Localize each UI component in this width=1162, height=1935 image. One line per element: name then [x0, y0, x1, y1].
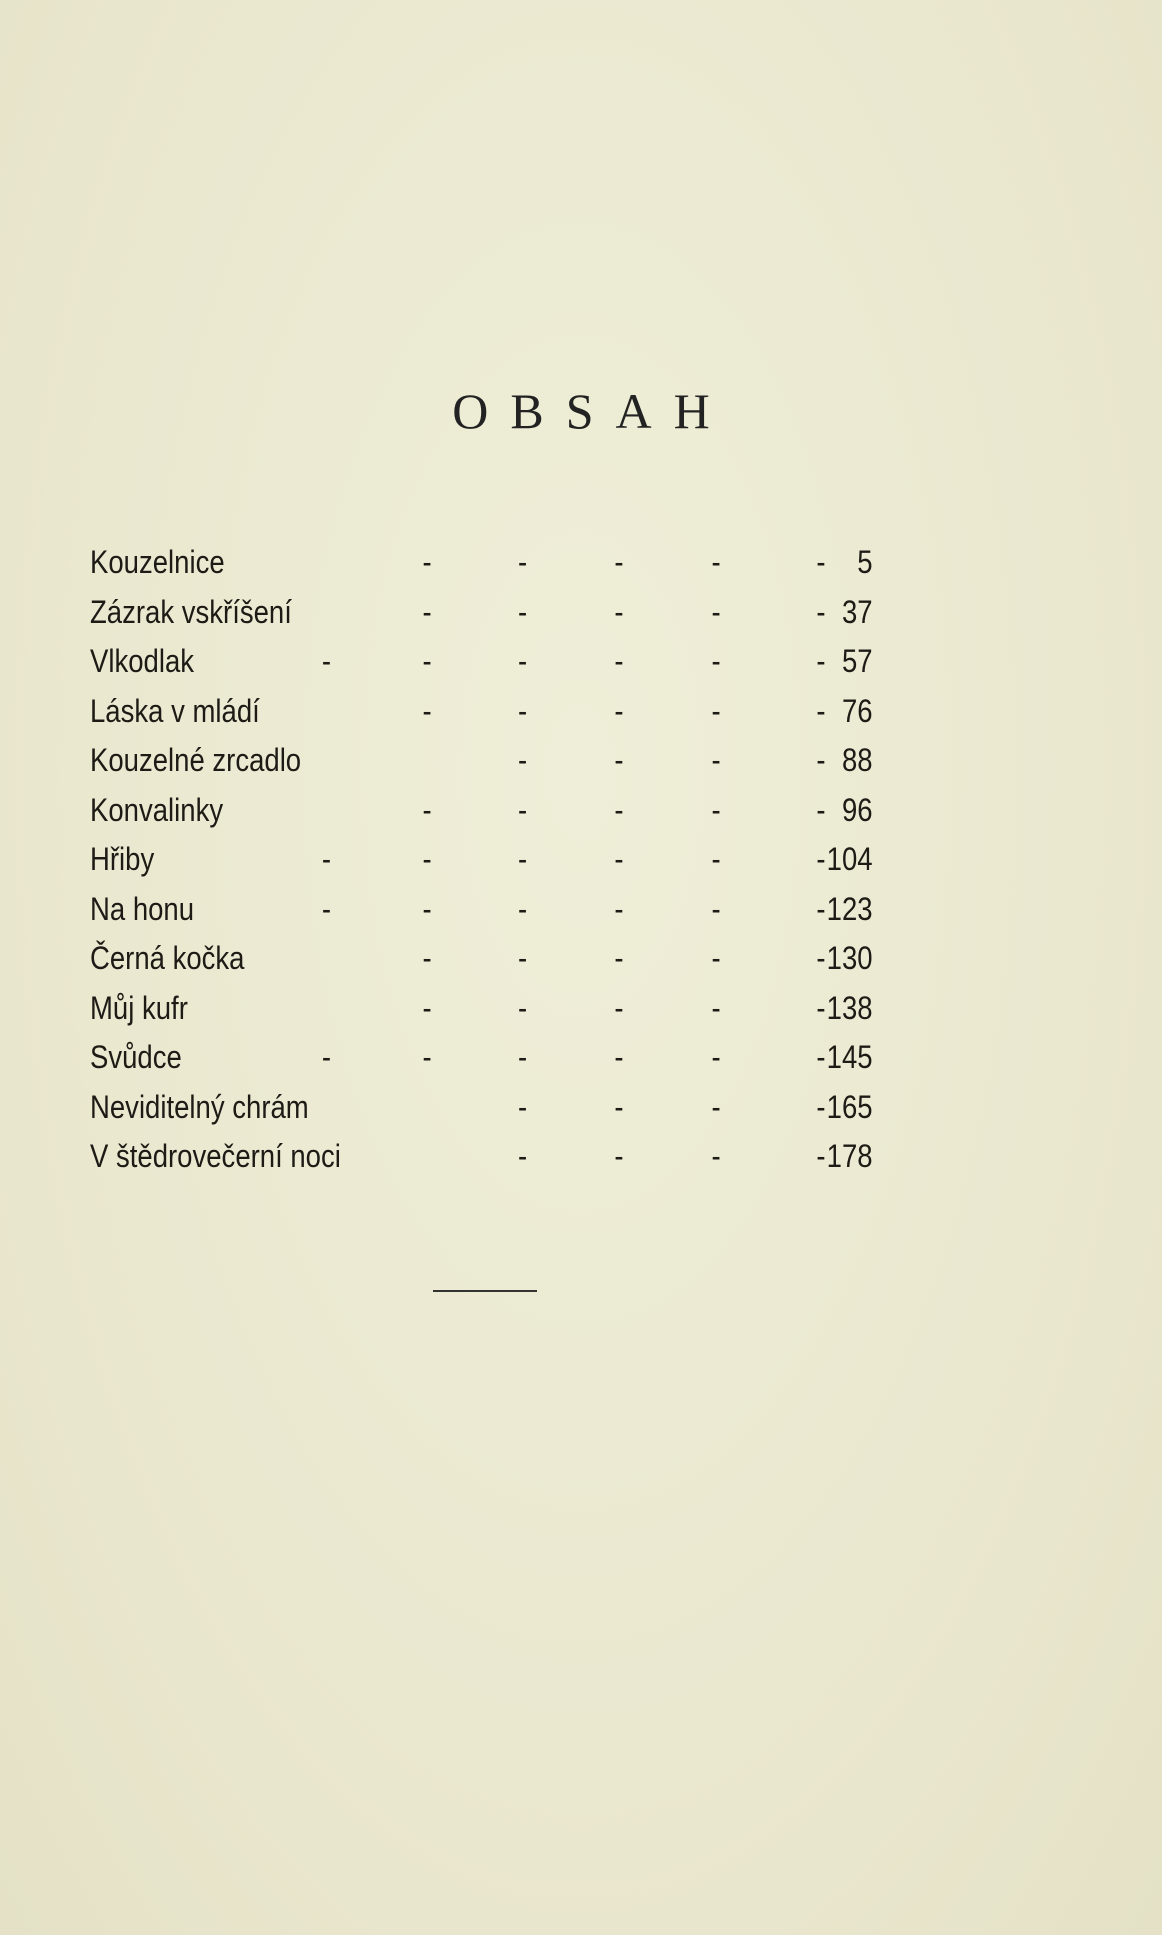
- toc-leader-dash: -: [614, 940, 624, 976]
- toc-leader-dash: -: [517, 593, 528, 630]
- toc-leader-dash: -: [422, 692, 432, 729]
- toc-entry-page-number: 76: [841, 692, 873, 729]
- toc-leader-dash: -: [517, 791, 528, 828]
- toc-leader-dash: -: [816, 643, 826, 679]
- toc-leader-dash: -: [711, 890, 721, 927]
- toc-entry-page-number: 88: [841, 742, 873, 778]
- toc-leader-dash: -: [614, 643, 624, 679]
- toc-leader-dash: -: [816, 890, 826, 927]
- toc-leader-dash: -: [614, 692, 624, 729]
- toc-leader-dash: -: [816, 742, 826, 778]
- toc-leader-dash: -: [816, 989, 826, 1026]
- toc-entry-page-number: 145: [826, 1039, 873, 1075]
- toc-entry-page-number: 178: [826, 1138, 873, 1174]
- toc-entry: [90, 984, 1027, 1034]
- toc-leader-dash: -: [711, 544, 721, 580]
- toc-leader-dash: -: [422, 791, 432, 828]
- toc-leader-dash: -: [711, 940, 721, 976]
- toc-leader-dash: -: [517, 989, 528, 1026]
- toc-leader-dash: -: [517, 544, 528, 580]
- toc-entry: [90, 588, 1027, 638]
- toc-leader-dash: -: [711, 1039, 721, 1075]
- toc-entry: [90, 637, 1027, 687]
- toc-leader-dash: -: [517, 841, 528, 877]
- toc-entry-title: Vlkodlak: [90, 643, 195, 679]
- toc-entry-title: Kouzelné zrcadlo: [90, 742, 302, 778]
- toc-entry-page-number: 104: [826, 841, 873, 877]
- toc-leader-dash: -: [614, 742, 624, 778]
- toc-leader-dash: -: [422, 890, 432, 927]
- toc-entry-title: Svůdce: [90, 1039, 182, 1075]
- toc-leader-dash: -: [422, 940, 432, 976]
- toc-leader-dash: -: [816, 593, 826, 630]
- toc-leader-dash: -: [711, 791, 721, 828]
- toc-leader-dash: -: [614, 841, 624, 877]
- toc-leader-dash: -: [422, 841, 432, 877]
- toc-entry: [90, 786, 1027, 836]
- toc-leader-dash: -: [517, 890, 528, 927]
- toc-leader-dash: -: [711, 841, 721, 877]
- toc-entry-page-number: 123: [826, 890, 873, 927]
- table-of-contents: [90, 538, 940, 1182]
- toc-leader-dash: -: [614, 890, 624, 927]
- toc-entry-title: Kouzelnice: [90, 544, 225, 580]
- toc-leader-dash: -: [517, 1088, 528, 1125]
- toc-entry: [90, 1083, 1027, 1133]
- toc-leader-dash: -: [517, 1138, 528, 1174]
- toc-leader-dash: -: [711, 593, 721, 630]
- page-title: OBSAH: [452, 383, 732, 439]
- toc-entry-page-number: 165: [826, 1088, 873, 1125]
- toc-entry: [90, 1132, 1027, 1182]
- toc-leader-dash: -: [321, 841, 332, 877]
- toc-leader-dash: -: [422, 643, 432, 679]
- toc-entry-page-number: 37: [841, 593, 873, 630]
- toc-leader-dash: -: [711, 1088, 721, 1125]
- toc-entry-page-number: 130: [826, 940, 873, 976]
- toc-leader-dash: -: [614, 791, 624, 828]
- toc-entry-page-number: 5: [857, 544, 873, 580]
- toc-leader-dash: -: [614, 544, 624, 580]
- toc-entry: [90, 885, 1027, 935]
- toc-entry-title: Černá kočka: [90, 940, 245, 976]
- toc-leader-dash: -: [711, 1138, 721, 1174]
- toc-entry: [90, 835, 1027, 885]
- toc-leader-dash: -: [816, 841, 826, 877]
- toc-leader-dash: -: [816, 940, 826, 976]
- toc-entry-title: V štědrovečerní noci: [90, 1138, 341, 1174]
- toc-leader-dash: -: [321, 643, 332, 679]
- toc-leader-dash: -: [517, 643, 528, 679]
- toc-leader-dash: -: [816, 791, 826, 828]
- toc-leader-dash: -: [614, 989, 624, 1026]
- toc-leader-dash: -: [321, 890, 332, 927]
- toc-entry-title: Můj kufr: [90, 989, 188, 1026]
- toc-entry-page-number: 57: [841, 643, 873, 679]
- toc-leader-dash: -: [614, 593, 624, 630]
- toc-entry: [90, 934, 1027, 984]
- toc-entry-title: Láska v mládí: [90, 692, 260, 729]
- toc-entry: [90, 687, 1027, 737]
- toc-leader-dash: -: [711, 742, 721, 778]
- toc-entry-title: Neviditelný chrám: [90, 1088, 309, 1125]
- toc-leader-dash: -: [422, 593, 432, 630]
- toc-entry: [90, 538, 1027, 588]
- toc-leader-dash: -: [816, 1138, 826, 1174]
- toc-leader-dash: -: [711, 643, 721, 679]
- toc-entry-title: Hřiby: [90, 841, 155, 877]
- toc-leader-dash: -: [614, 1138, 624, 1174]
- toc-entry-title: Konvalinky: [90, 791, 224, 828]
- toc-leader-dash: -: [517, 742, 528, 778]
- toc-leader-dash: -: [517, 940, 528, 976]
- toc-leader-dash: -: [422, 544, 432, 580]
- toc-leader-dash: -: [816, 1088, 826, 1125]
- toc-leader-dash: -: [614, 1088, 624, 1125]
- toc-leader-dash: -: [711, 989, 721, 1026]
- toc-leader-dash: -: [321, 1039, 332, 1075]
- closing-rule: [433, 1290, 537, 1292]
- toc-entry-title: Zázrak vskříšení: [90, 593, 292, 630]
- toc-entry: [90, 736, 1027, 786]
- toc-leader-dash: -: [816, 692, 826, 729]
- toc-leader-dash: -: [422, 1039, 432, 1075]
- toc-leader-dash: -: [711, 692, 721, 729]
- toc-leader-dash: -: [517, 692, 528, 729]
- toc-leader-dash: -: [517, 1039, 528, 1075]
- toc-leader-dash: -: [422, 989, 432, 1026]
- toc-leader-dash: -: [816, 1039, 826, 1075]
- toc-entry-page-number: 138: [826, 989, 873, 1026]
- toc-entry: [90, 1033, 1027, 1083]
- toc-entry-page-number: 96: [841, 791, 873, 828]
- toc-entry-title: Na honu: [90, 890, 195, 927]
- toc-leader-dash: -: [614, 1039, 624, 1075]
- toc-leader-dash: -: [816, 544, 826, 580]
